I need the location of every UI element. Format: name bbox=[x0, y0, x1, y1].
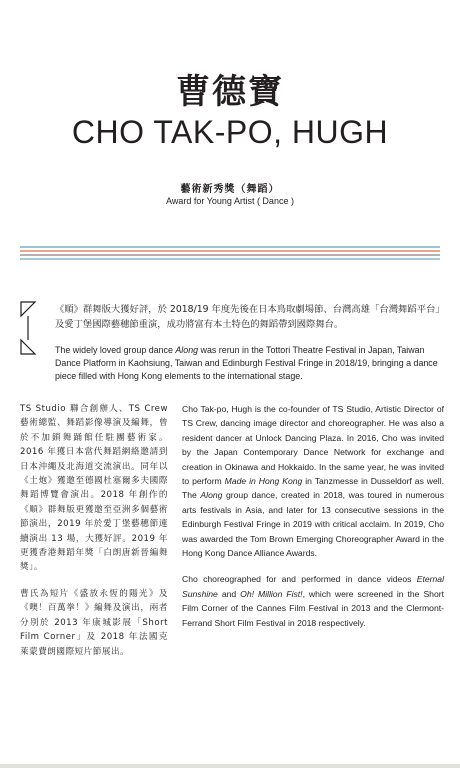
award-title-english: Award for Young Artist ( Dance ) bbox=[166, 196, 294, 206]
decorative-stripes bbox=[20, 246, 440, 262]
biography-english bbox=[182, 402, 444, 642]
biography-chinese bbox=[20, 402, 168, 671]
name-english-heading: CHO TAK-PO, HUGH bbox=[71, 114, 389, 150]
bio-zh-paragraph-2: 曹氏為短片《盛放永恆的陽光》及《噢！百萬拳！》編舞及演出，兩者分別於 2013 年康城影展「Short Film Corner」及 2018 年法國克萊蒙費朗國際短片節展出。 bbox=[20, 588, 168, 657]
award-title-chinese: 藝術新秀獎（舞蹈） bbox=[180, 184, 280, 195]
stripe-grey bbox=[20, 254, 440, 256]
bio-en-paragraph-1: Cho Tak-po, Hugh is the co-founder of TS Studio, Artistic Director of TS Crew, dancing image director and choreographer. He was also a resident dancer at Unlock Dancing Plaza. In 2016, Cho was invited by the Japan Contemporary Dance Network for exchange and creation in Okinawa and Hokkaido. In the same year, he was invited to perform Made in Hong Kong in Tanzmesse in Dusseldorf as well. The Along group dance, created in 2018, was toured in numerous arts festivals in Asia, and later for 13 consecutive sessions in the Edinburgh Festival Fringe in 2019 with critical acclaim. In 2019, Cho was awarded the Tom Brown Emerging Choreographer Award in the Hong Kong Dance Alliance Awards. bbox=[182, 404, 445, 559]
quote-english: The widely loved group dance Along was rerun in the Tottori Theatre Festival in Japan, Taiwan Dance Platform in Kaohsiung, Taiwan and Edinburgh Festival Fringe in 2018/19, bringing a dance piece filled with Hong Kong elements to the international stage. bbox=[55, 345, 438, 381]
quote-mark-icon bbox=[18, 300, 38, 356]
stripe-orange bbox=[20, 250, 440, 252]
bio-en-paragraph-2: Cho choreographed for and performed in dance videos Eternal Sunshine and Oh! Million Fist!, which were screened in the Short Film Corner of the Cannes Film Festival in 2013 and the Clermont-Ferrand Short Film Festival in 2018 respectively. bbox=[182, 574, 444, 628]
quote-chinese: 《順》群舞版大獲好評，於 2018/19 年度先後在日本鳥取劇場節、台灣高雄「台灣舞蹈平台」及愛丁堡國際藝穗節重演，成功將富有本土特色的舞蹈帶到國際舞台。 bbox=[55, 304, 440, 330]
name-chinese-heading: 曹德寶 bbox=[176, 72, 284, 112]
page-bottom-edge bbox=[0, 764, 460, 768]
bio-zh-paragraph-1: TS Studio 聯合創辦人、TS Crew 藝術總監、舞蹈影像導演及編舞，曾於不加鎖舞踊館任駐團藝術家。2016 年獲日本當代舞蹈網絡邀請到日本沖繩及北海道交流演出。同年以《土炮》獲邀至德國杜塞爾多夫國際舞蹈博覽會演出。2018 年創作的《順》群舞版更獲邀至亞洲多個藝術節演出，2019 年於愛丁堡藝穗節連續演出 13 場，大獲好評。2019 年更獲香港舞蹈年獎「白朗唐新晉編舞獎」。 bbox=[20, 404, 168, 573]
stripe-light-blue bbox=[20, 258, 440, 260]
stripe-blue bbox=[20, 246, 440, 248]
